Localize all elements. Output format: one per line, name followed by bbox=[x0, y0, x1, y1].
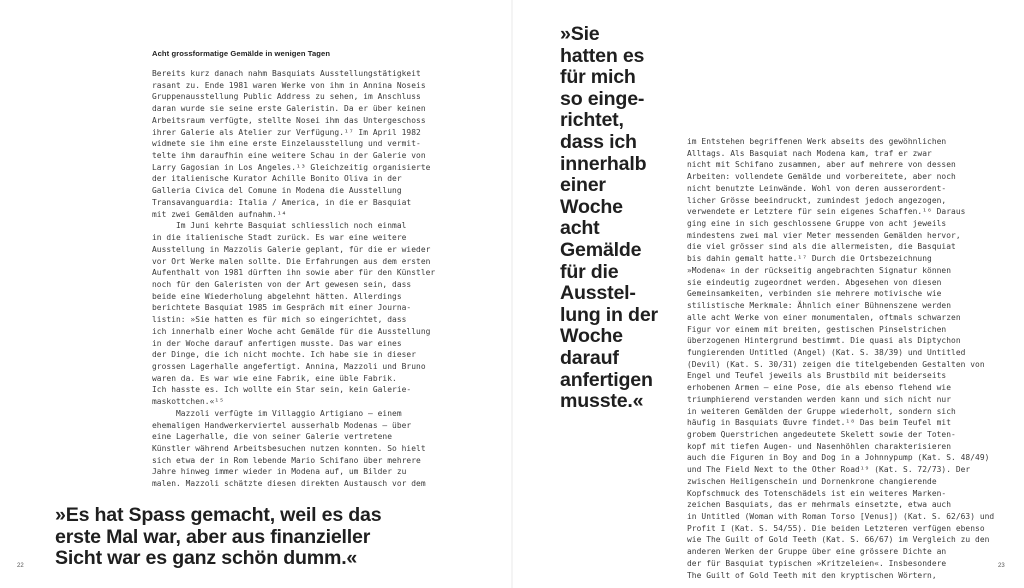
body-line: vor Ort Werke malen sollte. Die Erfahrungen aus dem ersten bbox=[152, 256, 431, 266]
body-line: mindestens zwei mal vier Meter messenden Gemälden hervor, bbox=[687, 230, 961, 240]
pullquote-line: innerhalb bbox=[560, 152, 647, 175]
pullquote-line: lung in der bbox=[560, 303, 658, 326]
pullquote-line: musste.« bbox=[560, 390, 644, 413]
body-line: fungierenden Untitled (Angel) (Kat. S. 38/39) und Untitled bbox=[687, 347, 966, 357]
body-line: anderen Werken der Gruppe über eine grössere Dichte an bbox=[687, 547, 947, 557]
pullquote-line: einer bbox=[560, 174, 606, 197]
body-line: in weiteren Gemälden der Gruppe wiederholt, sondern sich bbox=[687, 406, 956, 416]
body-line: widmete sie ihm eine erste Einzelausstellung und vermit- bbox=[152, 139, 421, 149]
pullquote-line: dass ich bbox=[560, 130, 637, 153]
pullquote-line: Woche bbox=[560, 325, 623, 348]
section-heading: Acht grossformatige Gemälde in wenigen Tagen bbox=[152, 49, 331, 58]
pullquote-line: erste Mal war, aber aus finanzieller bbox=[55, 525, 371, 548]
pullquote-line: anfertigen bbox=[560, 368, 653, 391]
body-line: licher Grösse beeindruckt, zumindest jedoch angezogen, bbox=[687, 195, 947, 205]
left-pullquote bbox=[55, 505, 475, 570]
body-line: alle acht Werke von einer monumentalen, oftmals schwarzen bbox=[687, 312, 961, 322]
pullquote-line: hatten es bbox=[560, 44, 645, 67]
body-line: überzogenen Hintergrund bestimmt. Die quasi als Diptychon bbox=[687, 336, 961, 346]
body-line: grobem Querstrichen angedeutete Skelett sowie der Toten- bbox=[687, 429, 956, 439]
body-line: häufig in Basquiats Œuvre findet.¹⁸ Das beim Teufel mit bbox=[687, 418, 952, 428]
body-line: der Dinge, die ich nicht mochte. Ich habe sie in dieser bbox=[152, 350, 417, 360]
body-line: Künstler während Arbeitsbesuchen nutzen konnten. So hielt bbox=[152, 444, 426, 453]
body-line: Larry Gagosian in Los Angeles.¹³ Gleichzeitig organisierte bbox=[152, 162, 431, 172]
body-line: maskottchen.«¹⁵ bbox=[152, 397, 225, 407]
body-line: Profit I (Kat. S. 54/55). Die beiden Letzteren verfügen ebenso bbox=[687, 523, 985, 533]
body-line: ehemaligen Handwerkerviertel ausserhalb Modenas – über bbox=[152, 420, 412, 430]
body-line: Gemeinsamkeiten, verbinden sie mehrere motivische wie bbox=[687, 289, 942, 299]
body-line: Ich hasste es. Ich wollte ein Star sein, kein Galerie- bbox=[152, 385, 412, 395]
body-line: eine Lagerhalle, die von seiner Galerie vertretene bbox=[152, 432, 393, 442]
body-line: waren da. Es war wie eine Fabrik, eine üble Fabrik. bbox=[152, 373, 397, 383]
body-line: nicht mit Schifano zusammen, aber auf mehrere von dessen bbox=[687, 160, 956, 170]
body-line: Ausstellung in Mazzolis Galerie geplant, für die er wieder bbox=[152, 244, 431, 254]
pullquote-line: so einge- bbox=[560, 87, 645, 110]
body-line: malen. Mazzoli schätzte diesen direkten Austausch vor dem bbox=[152, 479, 426, 489]
body-line: der italienische Kurator Achille Bonito Oliva in der bbox=[152, 174, 402, 184]
body-line: der für Basquiat typischen »Kritzeleien«. Insbesondere bbox=[687, 558, 947, 568]
body-line: stilistische Merkmale: Ähnlich einer Bühnenszene werden bbox=[687, 301, 952, 311]
body-line: Kopfschmuck des Totenschädels ist ein weiteres Marken- bbox=[687, 488, 947, 498]
body-line: ging eine in sich geschlossene Gruppe von acht jeweils bbox=[687, 219, 947, 229]
body-line: (Devil) (Kat. S. 30/31) zeigen die titelgebenden Gestalten von bbox=[687, 359, 985, 369]
body-line: noch für den Galeristen von der Art gewesen sein, dass bbox=[152, 279, 412, 289]
body-line: daran wurde sie seine erste Galeristin. Da er über keinen bbox=[152, 104, 426, 114]
body-line: zeichen Basquiats, das er mehrmals einsetzte, etwa auch bbox=[687, 500, 952, 510]
body-line: Aufenthalt von 1981 dürften ihn sowie aber für den Künstler bbox=[152, 268, 436, 278]
body-line: ich innerhalb einer Woche acht Gemälde für die Ausstellung bbox=[152, 326, 431, 336]
body-line: Gruppenausstellung Public Address zu sehen, im Anschluss bbox=[152, 92, 421, 102]
body-line: erhobenen Armen – eine Pose, die als ebenso flehend wie bbox=[687, 383, 952, 393]
body-line: berichtete Basquiat 1985 im Gespräch mit einer Journa- bbox=[152, 303, 412, 313]
body-line: Arbeitsraum verfügte, stellte Nosei ihm das Untergeschoss bbox=[152, 115, 426, 125]
page-number-right: 23 bbox=[998, 563, 1005, 569]
pullquote-line: Gemälde bbox=[560, 238, 642, 261]
page-number-left: 22 bbox=[17, 563, 24, 569]
page-gutter bbox=[511, 0, 513, 588]
body-line: die viel grösser sind als die allermeisten, die Basquiat bbox=[687, 242, 956, 252]
body-line: telte ihm daraufhin eine weitere Schau in der Galerie von bbox=[152, 151, 426, 161]
body-line: sich etwa der in Rom lebende Mario Schifano über mehrere bbox=[152, 455, 421, 465]
body-line: nicht benutzte Leinwände. Wohl von deren ausserordent- bbox=[687, 183, 947, 193]
pullquote-line: für mich bbox=[560, 66, 636, 89]
pullquote-line: Ausstel- bbox=[560, 282, 636, 305]
body-line: listin: »Sie hatten es für mich so eingerichtet, dass bbox=[152, 315, 407, 325]
body-line: in Untitled (Woman with Roman Torso [Venus]) (Kat. S. 62/63) und bbox=[687, 512, 995, 521]
body-line: auch die Figuren in Boy and Dog in a Johnnypump (Kat. S. 48/49) bbox=[687, 453, 990, 463]
body-line: Transavanguardia: Italia / America, in die er Basquiat bbox=[152, 197, 412, 207]
pullquote-line: »Sie bbox=[560, 23, 600, 45]
right-pullquote bbox=[560, 24, 680, 413]
body-line: The Guilt of Gold Teeth mit den kryptischen Wörtern, bbox=[687, 570, 937, 580]
body-line: Galleria Civica del Comune in Modena die Ausstellung bbox=[152, 186, 402, 196]
pullquote-line: Sicht war es ganz schön dumm.« bbox=[55, 547, 358, 570]
pullquote-line: acht bbox=[560, 217, 600, 240]
left-body-text bbox=[152, 68, 452, 490]
body-line: Bereits kurz danach nahm Basquiats Ausstellungstätigkeit bbox=[152, 69, 421, 78]
body-line: bis dahin gemalt hatte.¹⁷ Durch die Ortsbezeichnung bbox=[687, 254, 932, 264]
body-line: beide eine Wiederholung abgelehnt hätten. Allerdings bbox=[152, 291, 402, 301]
body-line: triumphierend verstanden werden kann und sich nicht nur bbox=[687, 394, 952, 404]
pullquote-line: Woche bbox=[560, 195, 623, 218]
body-line: Figur vor einem mit breiten, gestischen Pinselstrichen bbox=[687, 324, 947, 334]
body-line: zwischen Heiligenschein und Dornenkrone changierende bbox=[687, 476, 937, 486]
body-line: mit zwei Gemälden aufnahm.¹⁴ bbox=[152, 209, 287, 219]
body-line: Im Juni kehrte Basquiat schliesslich noch einmal bbox=[152, 221, 407, 231]
body-line: grossen Lagerhalle angefertigt. Annina, Mazzoli und Bruno bbox=[152, 361, 426, 371]
body-line: Jahre hinweg immer wieder in Modena auf, um Bilder zu bbox=[152, 467, 407, 477]
body-line: verwendete er Letztere für sein eigenes Schaffen.¹⁶ Daraus bbox=[687, 207, 966, 217]
body-line: und The Field Next to the Other Road¹⁹ (Kat. S. 72/73). Der bbox=[687, 465, 971, 475]
body-line: Engel und Teufel jeweils als Brustbild mit beiderseits bbox=[687, 371, 947, 381]
body-line: rasant zu. Ende 1981 waren Werke von ihm in Annina Noseis bbox=[152, 80, 426, 90]
pullquote-line: richtet, bbox=[560, 109, 624, 132]
pullquote-line: »Es hat Spass gemacht, weil es das bbox=[55, 504, 382, 526]
body-line: Arbeiten: vollendete Gemälde und vorbereitete, aber noch bbox=[687, 172, 956, 182]
body-line: im Entstehen begriffenen Werk abseits des gewöhnlichen bbox=[687, 137, 947, 146]
body-line: kopf mit tiefen Augen- und Nasenhöhlen charakterisieren bbox=[687, 441, 952, 451]
body-line: in der Woche darauf anfertigen musste. Das war eines bbox=[152, 338, 402, 348]
body-line: Alltags. Als Basquiat nach Modena kam, traf er zwar bbox=[687, 148, 932, 158]
body-line: in die italienische Stadt zurück. Es war eine weitere bbox=[152, 233, 407, 243]
body-line: ihrer Galerie als Atelier zur Verfügung.¹⁷ Im April 1982 bbox=[152, 127, 421, 137]
pullquote-line: darauf bbox=[560, 346, 619, 369]
right-body-text bbox=[687, 136, 995, 581]
body-line: wie The Guilt of Gold Teeth (Kat. S. 66/67) im Vergleich zu den bbox=[687, 535, 990, 545]
body-line: Mazzoli verfügte im Villaggio Artigiano – einem bbox=[152, 408, 402, 418]
pullquote-line: für die bbox=[560, 260, 619, 283]
body-line: »Modena« in der rückseitig angebrachten Signatur können bbox=[687, 265, 952, 275]
body-line: sie eindeutig zugeordnet werden. Abgesehen von diesen bbox=[687, 277, 942, 287]
